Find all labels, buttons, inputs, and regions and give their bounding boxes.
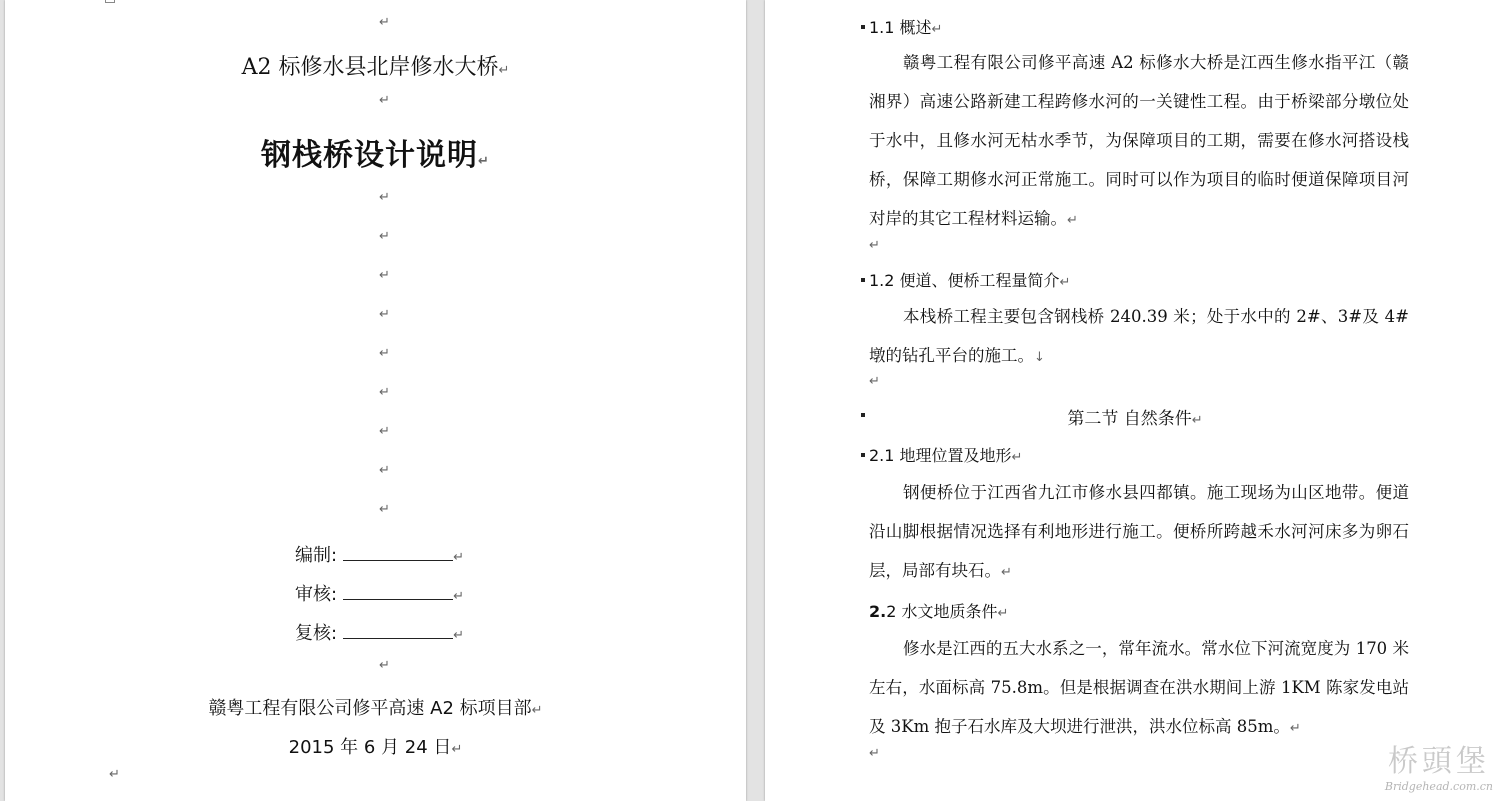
signature-line <box>343 622 453 639</box>
paragraph-mark: ↵ <box>453 589 464 604</box>
paragraph-mark: ↵ <box>1059 275 1071 290</box>
paragraph-mark: ↵ <box>1191 413 1203 428</box>
list-bullet <box>861 278 865 282</box>
paragraph-mark: ↵ <box>869 374 880 389</box>
paragraph-2-2: 修水是江西的五大水系之一，常年流水。常水位下河流宽度为 170 米左右，水面标高 75.8m。但是根据调查在洪水期间上游 1KM 陈家发电站及 3Km 抱子石水库及大坝进行泄洪，洪水位标高 85m。↵ <box>869 639 1409 736</box>
list-bullet <box>861 413 865 417</box>
signature-line <box>343 583 453 600</box>
paragraph-mark: ↵ <box>531 703 543 718</box>
paragraph-mark: ↵ <box>379 307 390 322</box>
paragraph-mark: ↵ <box>379 463 390 478</box>
paragraph-mark: ↵ <box>379 229 390 244</box>
paragraph-mark: ↵ <box>379 190 390 205</box>
paragraph-mark: ↵ <box>1289 721 1301 736</box>
project-subtitle: A2 标修水县北岸修水大桥↵ <box>241 55 510 80</box>
heading-1-1: 1.1 概述↵ <box>861 15 942 38</box>
paragraph-mark: ↵ <box>1067 213 1078 228</box>
paragraph-mark: ↵ <box>453 628 464 643</box>
paragraph-mark: ↵ <box>379 424 390 439</box>
paragraph-mark: ↵ <box>379 346 390 361</box>
heading-2-2: 2.2 水文地质条件↵ <box>869 602 1009 621</box>
margin-corner-mark <box>105 0 115 3</box>
document-page-content <box>765 0 1511 801</box>
document-title: 钢栈桥设计说明↵ <box>261 138 490 173</box>
site-watermark: 桥頭堡 Bridgehead.com.cn <box>1384 744 1493 793</box>
list-bullet <box>861 453 865 457</box>
heading-1-2: 1.2 便道、便桥工程量简介↵ <box>861 268 1070 291</box>
company-name: 赣粤工程有限公司修平高速 A2 标项目部↵ <box>208 698 543 719</box>
list-bullet <box>861 25 865 29</box>
paragraph-mark: ↵ <box>379 658 390 673</box>
paragraph-mark: ↵ <box>451 742 463 757</box>
paragraph-mark: ↵ <box>498 63 510 78</box>
signature-line <box>343 544 453 561</box>
signature-row-prepared: 编制: ↵ <box>295 545 464 566</box>
paragraph-mark: ↵ <box>453 550 464 565</box>
paragraph-mark: ↵ <box>1001 565 1012 580</box>
paragraph-2-1: 钢便桥位于江西省九江市修水县四都镇。施工现场为山区地带。便道沿山脚根据情况选择有利地形进行施工。便桥所跨越禾水河河床多为卵石层，局部有块石。↵ <box>869 483 1409 580</box>
document-page-cover <box>5 0 746 801</box>
paragraph-mark: ↵ <box>379 268 390 283</box>
paragraph-mark: ↵ <box>869 746 880 761</box>
paragraph-1-2: 本栈桥工程主要包含钢栈桥 240.39 米；处于水中的 2#、3#及 4#墩的钻孔平台的施工。↓ <box>869 307 1409 365</box>
heading-2-1: 2.1 地理位置及地形↵ <box>861 443 1022 466</box>
document-date: 2015 年 6 月 24 日↵ <box>288 737 463 758</box>
paragraph-mark: ↵ <box>931 22 943 37</box>
signature-row-reviewed: 审核: ↵ <box>295 584 464 605</box>
signature-row-checked: 复核: ↵ <box>295 623 464 644</box>
paragraph-mark: ↵ <box>997 606 1009 621</box>
paragraph-mark: ↵ <box>109 767 120 782</box>
paragraph-mark: ↵ <box>1011 450 1023 465</box>
paragraph-1-1: 赣粤工程有限公司修平高速 A2 标修水大桥是江西生修水指平江（赣湘界）高速公路新建工程跨修水河的一关键性工程。由于桥梁部分墩位处于水中，且修水河无枯水季节，为保障项目的工期，需要在修水河搭设栈桥，保障工期修水河正常施工。同时可以作为项目的临时便道保障项目河对岸的其它工程材料运输。↵ <box>869 53 1409 228</box>
paragraph-mark: ↵ <box>379 385 390 400</box>
section-2-title: 第二节 自然条件↵ <box>861 404 1409 429</box>
paragraph-mark: ↵ <box>869 238 880 253</box>
paragraph-mark: ↵ <box>379 15 390 30</box>
paragraph-mark: ↵ <box>379 502 390 517</box>
paragraph-mark: ↵ <box>379 93 390 108</box>
line-break-mark: ↓ <box>1034 350 1045 365</box>
paragraph-mark: ↵ <box>478 154 490 169</box>
